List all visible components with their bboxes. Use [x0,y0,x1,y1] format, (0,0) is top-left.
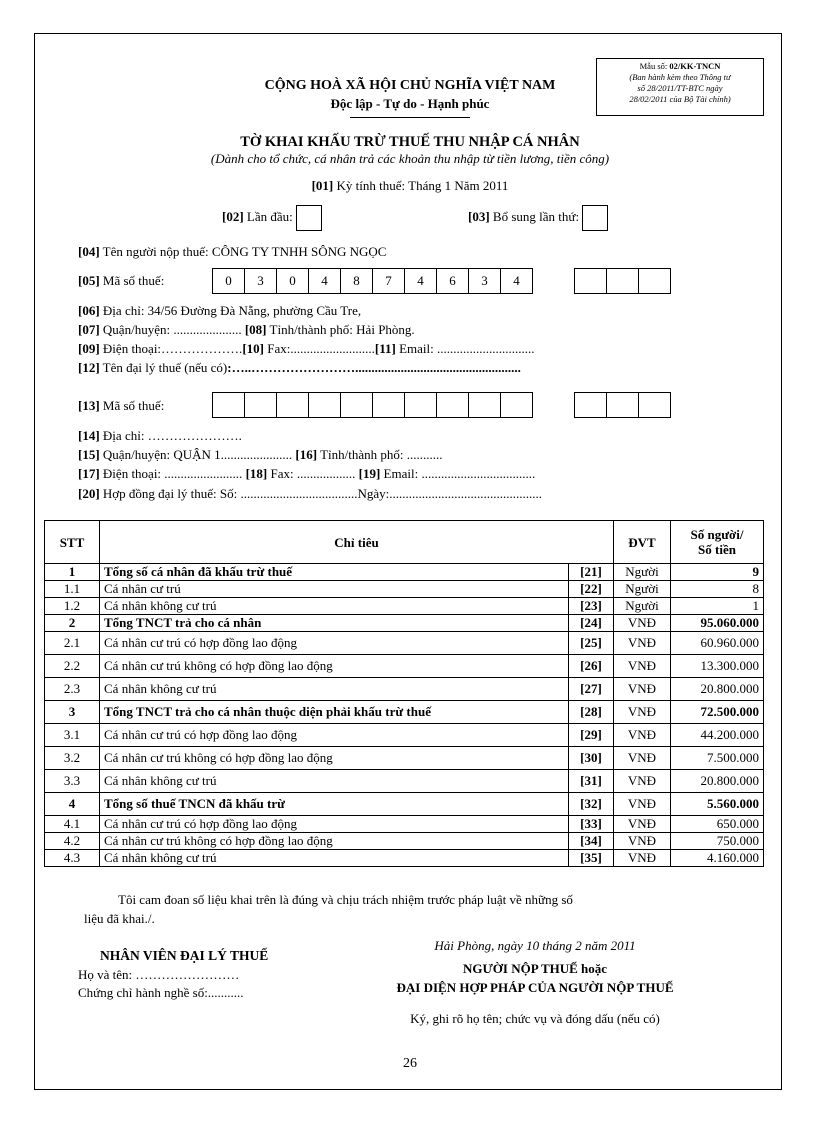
motto-underline [350,117,470,118]
tax-agent-name-field [78,360,521,376]
row-code: [25] [569,632,614,655]
supplement-number-box[interactable] [582,205,608,231]
form-title: TỜ KHAI KHẤU TRỪ THUẾ THU NHẬP CÁ NHÂN [240,134,580,150]
district-value: Quận/huyện: ..................... [99,322,242,337]
agent-tax-code-digit[interactable] [276,392,309,418]
agent-tax-code-extra-digit[interactable] [574,392,607,418]
city-value: Tỉnh/thành phố: Hải Phòng. [266,322,415,337]
row-code: [33] [569,816,614,833]
row-value: 750.000 [671,833,764,850]
header-stt: STT [45,521,100,564]
agent-signature-title: NHÂN VIÊN ĐẠI LÝ THUẾ [100,948,269,963]
address-value: Địa chỉ: 34/56 Đường Đà Nẵng, phường Cầu Tre, [99,303,362,318]
tax-period-code: [01] [311,178,334,193]
row-stt: 4.3 [45,850,100,867]
taxpayer-title1: NGƯỜI NỘP THUẾ hoặc [462,961,608,976]
f06-code: [06] [78,303,100,318]
f15-code: [15] [78,447,100,462]
row-code: [29] [569,724,614,747]
agent-tax-code-digit[interactable] [340,392,373,418]
row-stt: 2.2 [45,655,100,678]
agent-tax-code-digit[interactable] [500,392,533,418]
row-stt: 1 [45,564,100,581]
agent-city-value: Tỉnh/thành phố: ........... [317,447,443,462]
row-label: Tổng số thuế TNCN đã khấu trừ [100,793,569,816]
agent-tax-code-extra-digits [574,392,671,418]
row-code: [28] [569,701,614,724]
tax-agent-dots: :…..……………………................................................... [227,360,521,375]
table-header-row [45,521,764,564]
form-code-prefix: Mẫu số: [639,61,670,71]
row-label: Cá nhân cư trú không có hợp đồng lao động [100,833,569,850]
row-stt: 3 [45,701,100,724]
f11-code: [11] [374,341,396,356]
table-row [45,564,764,581]
table-row [45,833,764,850]
row-value: 1 [671,598,764,615]
agent-tax-code-digit[interactable] [468,392,501,418]
row-code: [27] [569,678,614,701]
f13-label: Mã số thuế: [99,398,165,413]
row-stt: 1.1 [45,581,100,598]
table-body [45,564,764,867]
form-code-number: 02/KK-TNCN [669,61,721,71]
supplement-code: [03] [468,208,490,224]
table-row [45,678,764,701]
tax-code-digit[interactable]: 0 [276,268,309,294]
first-time-label: Lần đầu: [243,208,293,224]
taxpayer-title2: ĐẠI DIỆN HỢP PHÁP CỦA NGƯỜI NỘP THUẾ [396,980,674,995]
tax-code-digit[interactable]: 4 [500,268,533,294]
taxpayer-name: Tên người nộp thuế: CÔNG TY TNHH SÔNG NGỌC [99,244,387,259]
tax-code-extra-digit[interactable] [606,268,639,294]
agent-tax-code-digit[interactable] [372,392,405,418]
f13-code: [13] [78,398,100,413]
table-row [45,793,764,816]
row-stt: 1.2 [45,598,100,615]
row-label: Cá nhân cư trú có hợp đồng lao động [100,632,569,655]
row-code: [21] [569,564,614,581]
agent-tax-code-digit[interactable] [308,392,341,418]
form-code-box [596,58,764,116]
row-unit: Người [614,581,671,598]
table-row [45,747,764,770]
form-subtitle: (Dành cho tổ chức, cá nhân trả các khoản thu nhập từ tiền lương, tiền công) [210,151,610,166]
table-row [45,598,764,615]
declaration-line1: Tôi cam đoan số liệu khai trên là đúng và chịu trách nhiệm trước pháp luật về những số [118,892,573,907]
f16-code: [16] [295,447,318,462]
row-unit: VNĐ [614,701,671,724]
f12-code: [12] [78,360,100,375]
row-unit: VNĐ [614,816,671,833]
table-row [45,632,764,655]
f20-code: [20] [78,486,100,501]
row-value: 20.800.000 [671,678,764,701]
row-label: Tổng TNCT trả cho cá nhân [100,615,569,632]
agent-tax-code-extra-digit[interactable] [606,392,639,418]
agent-tax-code-digit[interactable] [244,392,277,418]
row-label: Cá nhân không cư trú [100,770,569,793]
form-code-line4: 28/02/2011 của Bộ Tài chính) [629,94,731,104]
agent-tax-code-digits [212,392,533,418]
agent-district-city-row [78,447,443,463]
row-label: Tổng TNCT trả cho cá nhân thuộc diện phải khấu trừ thuế [100,701,569,724]
table-row [45,816,764,833]
tax-period [60,178,760,194]
header-value-line2: Số tiền [698,542,736,557]
row-value: 44.200.000 [671,724,764,747]
table-row [45,850,764,867]
page-number: 26 [403,1056,417,1071]
agency-contract-value: Hợp đồng đại lý thuế: Số: ....................................Ngày:............................................... [99,486,543,501]
row-code: [22] [569,581,614,598]
f09-code: [09] [78,341,100,356]
row-label: Tổng số cá nhân đã khấu trừ thuế [100,564,569,581]
f14-code: [14] [78,428,100,443]
f18-code: [18] [245,466,268,481]
row-unit: Người [614,564,671,581]
row-value: 5.560.000 [671,793,764,816]
row-value: 95.060.000 [671,615,764,632]
form-code-line1 [597,61,763,72]
row-stt: 3.1 [45,724,100,747]
row-label: Cá nhân không cư trú [100,678,569,701]
row-code: [23] [569,598,614,615]
tax-code-extra-digits [574,268,671,294]
row-label: Cá nhân cư trú không có hợp đồng lao động [100,747,569,770]
row-stt: 2.3 [45,678,100,701]
agent-address-field [78,428,242,444]
row-stt: 3.2 [45,747,100,770]
country-name: CỘNG HOÀ XÃ HỘI CHỦ NGHĨA VIỆT NAM [264,78,556,93]
fax-value: Fax:.......................... [263,341,375,356]
table-row [45,770,764,793]
row-label: Cá nhân cư trú có hợp đồng lao động [100,724,569,747]
row-label: Cá nhân cư trú không có hợp đồng lao động [100,655,569,678]
tax-code-digit[interactable]: 3 [244,268,277,294]
row-unit: VNĐ [614,678,671,701]
row-label: Cá nhân không cư trú [100,850,569,867]
row-code: [34] [569,833,614,850]
f19-code: [19] [358,466,381,481]
form-code-line3: số 28/2011/TT-BTC ngày [637,83,723,93]
row-value: 9 [671,564,764,581]
agent-fax-value: Fax: .................. [267,466,356,481]
row-unit: VNĐ [614,632,671,655]
agent-tax-code-digit[interactable] [212,392,245,418]
first-time-code: [02] [222,208,244,224]
agent-tax-code-digit[interactable] [404,392,437,418]
row-code: [26] [569,655,614,678]
row-unit: VNĐ [614,833,671,850]
agent-phone-value: Điện thoại: ........................ [99,466,243,481]
header-unit: ĐVT [614,521,671,564]
tax-code-digits [212,268,533,294]
agent-address-value: Địa chỉ: …………………. [99,428,242,443]
first-time-field [222,205,322,231]
email-value: Email: .............................. [395,341,535,356]
row-stt: 4 [45,793,100,816]
declaration-line2: liệu đã khai./. [84,911,155,926]
place-date: Hải Phòng, ngày 10 tháng 2 năm 2011 [434,938,636,953]
row-stt: 3.3 [45,770,100,793]
header-value-line1: Số người/ [690,527,744,542]
row-code: [24] [569,615,614,632]
table-row [45,581,764,598]
agent-tax-code-digit[interactable] [436,392,469,418]
row-code: [32] [569,793,614,816]
tax-code-extra-digit[interactable] [574,268,607,294]
row-stt: 2.1 [45,632,100,655]
row-unit: VNĐ [614,724,671,747]
row-label: Cá nhân không cư trú [100,598,569,615]
row-value: 7.500.000 [671,747,764,770]
row-value: 650.000 [671,816,764,833]
address-field [78,303,361,319]
tax-period-text: Kỳ tính thuế: Tháng 1 Năm 2011 [333,178,509,193]
row-value: 4.160.000 [671,850,764,867]
agent-tax-code-label [78,398,164,414]
taxpayer-name-field [78,244,386,260]
agent-email-value: Email: ................................... [380,466,536,481]
header-indicator: Chỉ tiêu [100,521,614,564]
row-unit: VNĐ [614,850,671,867]
agency-contract-field [78,486,542,502]
row-label: Cá nhân cư trú có hợp đồng lao động [100,816,569,833]
row-unit: VNĐ [614,747,671,770]
tax-code-digit[interactable]: 4 [308,268,341,294]
phone-value: Điện thoại:………………. [99,341,243,356]
contact-row [78,341,534,357]
f10-code: [10] [242,341,264,356]
row-value: 72.500.000 [671,701,764,724]
agent-district-value: Quận/huyện: QUẬN 1...................... [99,447,293,462]
tax-code-label [78,273,164,289]
table-row [45,701,764,724]
district-city-row [78,322,415,338]
tax-code-digit[interactable]: 3 [468,268,501,294]
form-code-line2: (Ban hành kèm theo Thông tư [629,72,731,82]
f07-code: [07] [78,322,100,337]
row-unit: Người [614,598,671,615]
tax-code-digit[interactable]: 0 [212,268,245,294]
row-unit: VNĐ [614,793,671,816]
supplement-field [468,205,608,231]
row-code: [30] [569,747,614,770]
agent-name-line: Họ và tên: …………………… [78,967,240,982]
table-row [45,724,764,747]
header-value [671,521,764,564]
table-row [45,655,764,678]
row-code: [31] [569,770,614,793]
f04-code: [04] [78,244,100,259]
row-value: 20.800.000 [671,770,764,793]
row-stt: 4.1 [45,816,100,833]
row-code: [35] [569,850,614,867]
tax-agent-label: Tên đại lý thuế (nếu có) [99,360,228,375]
table-row [45,615,764,632]
row-value: 13.300.000 [671,655,764,678]
tax-code-digit[interactable]: 8 [340,268,373,294]
row-stt: 2 [45,615,100,632]
signature-note: Ký, ghi rõ họ tên; chức vụ và đóng dấu (nếu có) [410,1011,660,1026]
row-stt: 4.2 [45,833,100,850]
tax-table [44,520,764,867]
motto: Độc lập - Tự do - Hạnh phúc [330,96,490,111]
first-time-checkbox[interactable] [296,205,322,231]
tax-code-digit[interactable]: 7 [372,268,405,294]
row-value: 8 [671,581,764,598]
row-unit: VNĐ [614,655,671,678]
row-unit: VNĐ [614,770,671,793]
agent-certificate-line: Chứng chỉ hành nghề số:........... [78,985,244,1000]
tax-code-extra-digit[interactable] [638,268,671,294]
f05-label: Mã số thuế: [99,273,165,288]
f08-code: [08] [244,322,267,337]
row-unit: VNĐ [614,615,671,632]
row-value: 60.960.000 [671,632,764,655]
agent-contact-row [78,466,535,482]
supplement-label: Bổ sung lần thứ: [489,208,580,224]
tax-code-digit[interactable]: 6 [436,268,469,294]
tax-code-digit[interactable]: 4 [404,268,437,294]
f17-code: [17] [78,466,100,481]
row-label: Cá nhân cư trú [100,581,569,598]
agent-tax-code-extra-digit[interactable] [638,392,671,418]
f05-code: [05] [78,273,100,288]
